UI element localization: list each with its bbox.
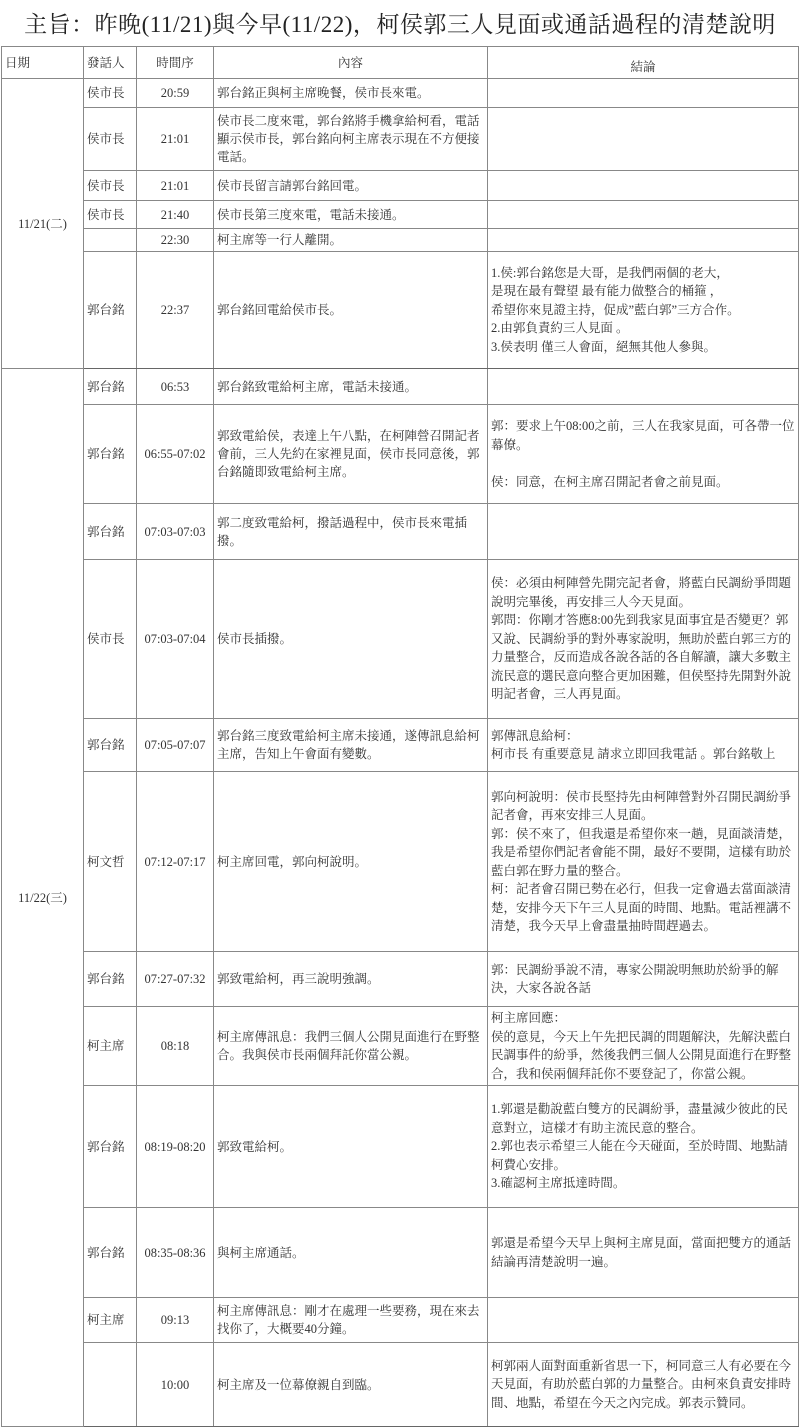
conclusion-cell: 1.侯:郭台銘您是大哥，是我們兩個的老大， 是現在最有聲望 最有能力做整合的桶箍 ， 希望你來見證主持，促成”藍白郭”三方合作。 2.由郭負責約三人見面 。 3.侯表明 僅三人會面，絕無其他人參與。 <box>488 252 799 369</box>
caller-cell: 侯市長 <box>84 171 137 201</box>
table-row <box>2 201 799 229</box>
header-time: 時間序 <box>137 47 214 79</box>
table-row <box>2 560 799 719</box>
conclusion-cell: 侯：必須由柯陣營先開完記者會，將藍白民調紛爭問題說明完畢後，再安排三人今天見面。 郭問：你剛才答應8:00先到我家見面事宜是否變更？郭又說、民調紛爭的對外專家說明，無助於藍白郭三方的力量整合，反而造成各說各話的各自解讀，讓大多數主流民意的選民意向整合更加困難，但侯堅持先開對外說明記者會，三人再見面。 <box>488 560 799 719</box>
time-cell: 07:27-07:32 <box>137 952 214 1007</box>
table-row <box>2 772 799 952</box>
conclusion-cell: 1.郭還是勸說藍白雙方的民調紛爭，盡量減少彼此的民意對立，這樣才有助主流民意的整合。 2.郭也表示希望三人能在今天碰面，至於時間、地點請柯費心安排。 3.確認柯主席抵達時間。 <box>488 1086 799 1208</box>
conclusion-cell <box>488 108 799 171</box>
content-cell: 郭二度致電給柯，撥話過程中，侯市長來電插撥。 <box>214 504 488 560</box>
timeline-table <box>1 46 799 1427</box>
header-conclusion: 結論 <box>488 47 799 79</box>
conclusion-cell: 郭還是希望今天早上與柯主席見面，當面把雙方的通話結論再清楚說明一遍。 <box>488 1208 799 1298</box>
document-title: 主旨：昨晚(11/21)與今早(11/22)，柯侯郭三人見面或通話過程的清楚說明 <box>24 12 776 37</box>
caller-cell: 柯文哲 <box>84 772 137 952</box>
table-row <box>2 1343 799 1427</box>
date-cell: 11/21(二) <box>2 79 84 369</box>
caller-cell <box>84 229 137 252</box>
conclusion-cell <box>488 171 799 201</box>
content-cell: 柯主席等一行人離開。 <box>214 229 488 252</box>
content-cell: 郭台銘致電給柯主席，電話未接通。 <box>214 369 488 405</box>
content-cell: 柯主席回電，郭向柯說明。 <box>214 772 488 952</box>
time-cell: 07:03-07:03 <box>137 504 214 560</box>
caller-cell: 柯主席 <box>84 1007 137 1086</box>
caller-cell <box>84 1343 137 1427</box>
caller-cell: 郭台銘 <box>84 719 137 772</box>
content-cell: 郭致電給柯，再三說明強調。 <box>214 952 488 1007</box>
time-cell: 08:18 <box>137 1007 214 1086</box>
caller-cell: 郭台銘 <box>84 1208 137 1298</box>
caller-cell: 郭台銘 <box>84 405 137 504</box>
time-cell: 22:37 <box>137 252 214 369</box>
content-cell: 與柯主席通話。 <box>214 1208 488 1298</box>
content-cell: 侯市長第三度來電，電話未接通。 <box>214 201 488 229</box>
time-cell: 07:05-07:07 <box>137 719 214 772</box>
time-cell: 09:13 <box>137 1298 214 1343</box>
time-cell: 08:35-08:36 <box>137 1208 214 1298</box>
content-cell: 郭台銘回電給侯市長。 <box>214 252 488 369</box>
table-row <box>2 719 799 772</box>
time-cell: 06:55-07:02 <box>137 405 214 504</box>
time-cell: 10:00 <box>137 1343 214 1427</box>
caller-cell: 侯市長 <box>84 108 137 171</box>
conclusion-cell <box>488 369 799 405</box>
caller-cell: 侯市長 <box>84 560 137 719</box>
table-row <box>2 229 799 252</box>
content-cell: 郭致電給侯，表達上午八點，在柯陣營召開記者會前，三人先約在家裡見面，侯市長同意後，郭台銘隨即致電給柯主席。 <box>214 405 488 504</box>
time-cell: 21:01 <box>137 171 214 201</box>
content-cell: 郭台銘正與柯主席晚餐，侯市長來電。 <box>214 79 488 108</box>
content-cell: 柯主席及一位幕僚親自到臨。 <box>214 1343 488 1427</box>
conclusion-cell: 柯主席回應： 侯的意見，今天上午先把民調的問題解決，先解決藍白民調事件的紛爭，然後我們三個人公開見面進行在野整合，我和侯兩個拜託你不要登記了，你當公親。 <box>488 1007 799 1086</box>
conclusion-cell: 郭向柯說明：侯市長堅持先由柯陣營對外召開民調紛爭記者會，再來安排三人見面。 郭：侯不來了，但我還是希望你來一趟，見面談清楚，我是希望你們記者會能不開，最好不要開，這樣有助於藍白郭在野力量的整合。 柯：記者會召開已勢在必行，但我一定會過去當面談清楚，安排今天下午三人見面的時間、地點。電話裡講不清楚，我今天早上會盡量抽時間趕過去。 <box>488 772 799 952</box>
table-row <box>2 1007 799 1086</box>
table-row <box>2 171 799 201</box>
caller-cell: 郭台銘 <box>84 252 137 369</box>
header-content: 內容 <box>214 47 488 79</box>
table-row <box>2 952 799 1007</box>
table-row <box>2 405 799 504</box>
table-row <box>2 504 799 560</box>
content-cell: 郭致電給柯。 <box>214 1086 488 1208</box>
caller-cell: 侯市長 <box>84 201 137 229</box>
time-cell: 06:53 <box>137 369 214 405</box>
conclusion-cell <box>488 1298 799 1343</box>
time-cell: 07:12-07:17 <box>137 772 214 952</box>
table-row <box>2 1086 799 1208</box>
time-cell: 21:40 <box>137 201 214 229</box>
table-row <box>2 1208 799 1298</box>
caller-cell: 郭台銘 <box>84 369 137 405</box>
time-cell: 07:03-07:04 <box>137 560 214 719</box>
content-cell: 郭台銘三度致電給柯主席未接通，遂傳訊息給柯主席，告知上午會面有變數。 <box>214 719 488 772</box>
caller-cell: 侯市長 <box>84 79 137 108</box>
conclusion-cell <box>488 79 799 108</box>
time-cell: 21:01 <box>137 108 214 171</box>
caller-cell: 柯主席 <box>84 1298 137 1343</box>
table-row <box>2 79 799 108</box>
table-header-row <box>2 47 799 79</box>
header-caller: 發話人 <box>84 47 137 79</box>
content-cell: 侯市長二度來電，郭台銘將手機拿給柯看，電話顯示侯市長，郭台銘向柯主席表示現在不方便接電話。 <box>214 108 488 171</box>
table-row <box>2 1298 799 1343</box>
conclusion-cell <box>488 229 799 252</box>
conclusion-cell: 郭：要求上午08:00之前，三人在我家見面，可各帶一位幕僚。 侯：同意，在柯主席召開記者會之前見面。 <box>488 405 799 504</box>
caller-cell: 郭台銘 <box>84 504 137 560</box>
content-cell: 柯主席傳訊息：我們三個人公開見面進行在野整合。我與侯市長兩個拜託你當公親。 <box>214 1007 488 1086</box>
table-row <box>2 108 799 171</box>
conclusion-cell: 郭傳訊息給柯： 柯市長 有重要意見 請求立即回我電話 。郭台銘敬上 <box>488 719 799 772</box>
date-cell: 11/22(三) <box>2 369 84 1427</box>
conclusion-cell <box>488 201 799 229</box>
time-cell: 20:59 <box>137 79 214 108</box>
header-date: 日期 <box>2 47 84 79</box>
time-cell: 08:19-08:20 <box>137 1086 214 1208</box>
conclusion-cell: 柯郭兩人面對面重新省思一下，柯同意三人有必要在今天見面，有助於藍白郭的力量整合。由柯來負責安排時間、地點，希望在今天之內完成。郭表示贊同。 <box>488 1343 799 1427</box>
content-cell: 柯主席傳訊息：剛才在處理一些要務，現在來去找你了，大概要40分鐘。 <box>214 1298 488 1343</box>
table-row <box>2 252 799 369</box>
conclusion-cell <box>488 504 799 560</box>
caller-cell: 郭台銘 <box>84 952 137 1007</box>
content-cell: 侯市長留言請郭台銘回電。 <box>214 171 488 201</box>
table-row <box>2 369 799 405</box>
conclusion-cell: 郭：民調紛爭說不清，專家公開說明無助於紛爭的解決，大家各說各話 <box>488 952 799 1007</box>
caller-cell: 郭台銘 <box>84 1086 137 1208</box>
content-cell: 侯市長插撥。 <box>214 560 488 719</box>
time-cell: 22:30 <box>137 229 214 252</box>
